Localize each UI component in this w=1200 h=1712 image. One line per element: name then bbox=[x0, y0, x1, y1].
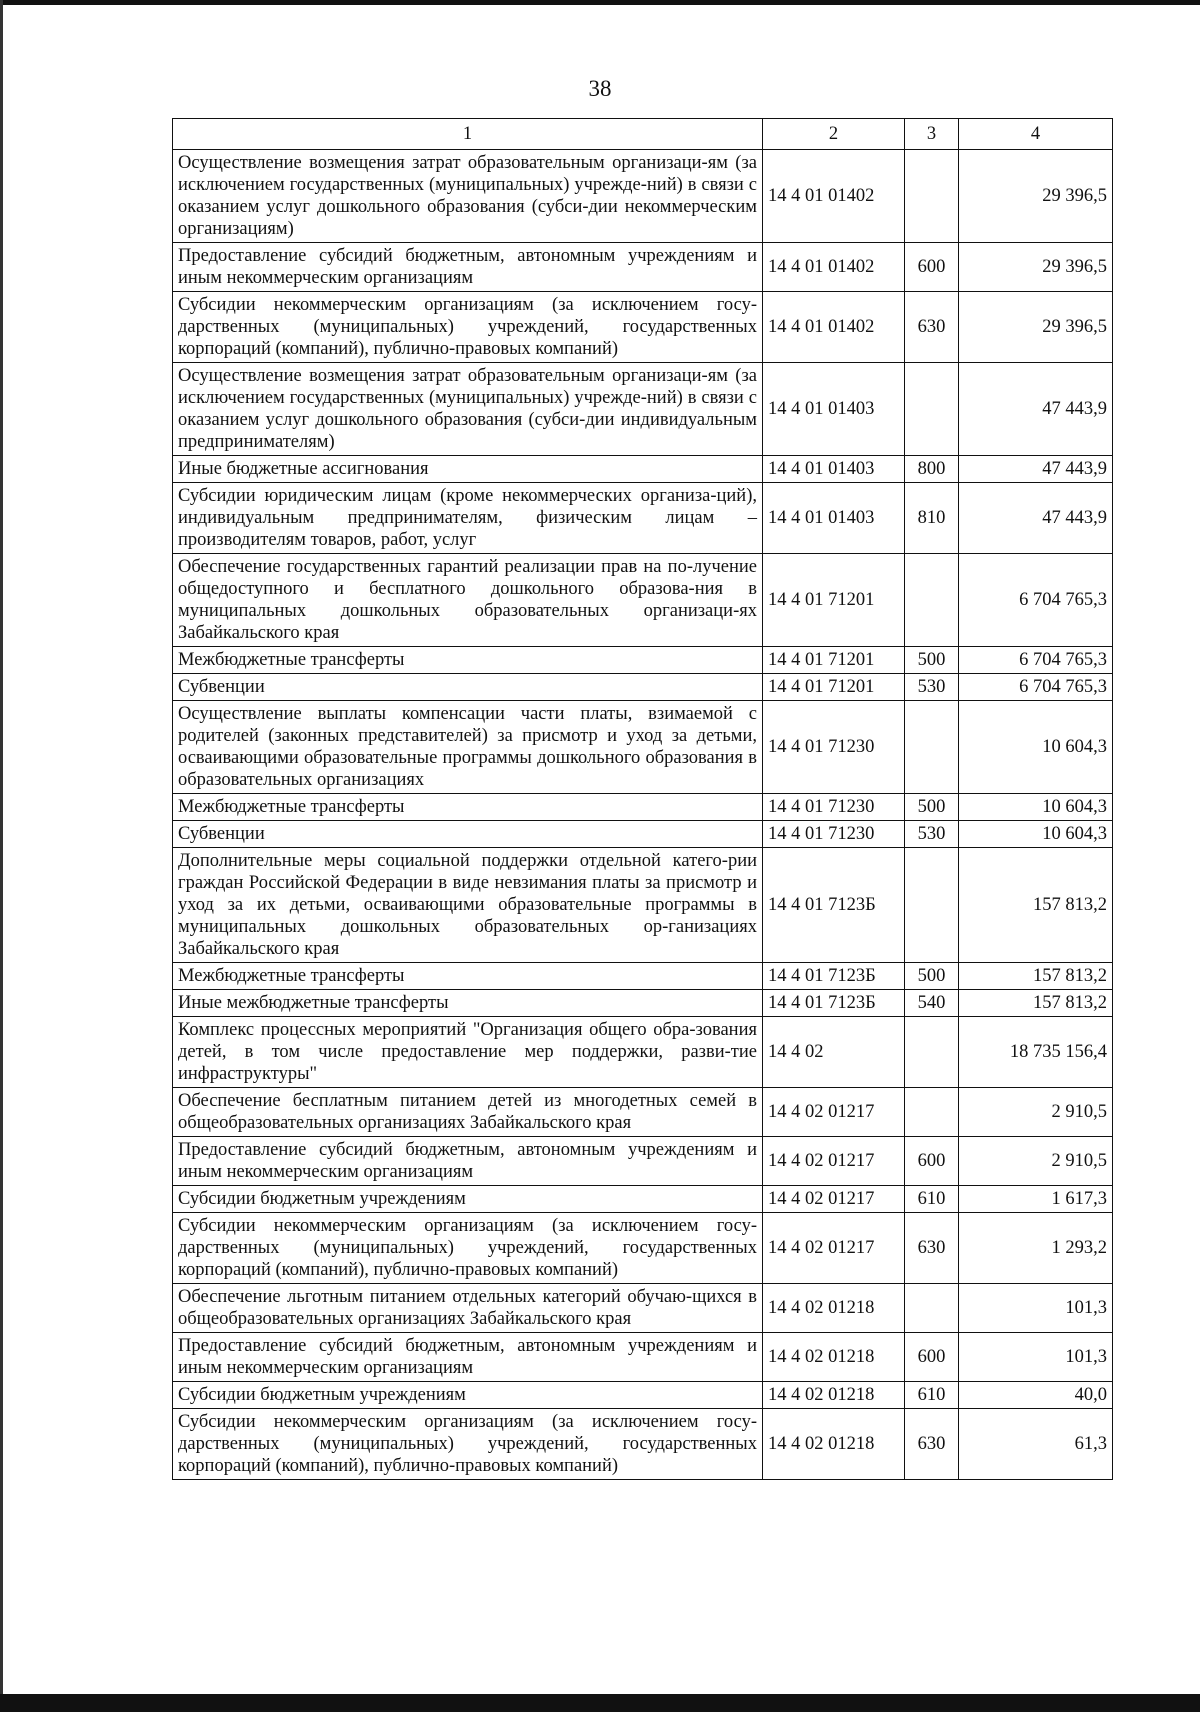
row-name-cell: Предоставление субсидий бюджетным, автономным учреждениям и иным некоммерческим организациям bbox=[173, 1333, 763, 1382]
table-row bbox=[173, 821, 1113, 848]
table-row bbox=[173, 1382, 1113, 1409]
row-code-cell: 14 4 01 71230 bbox=[763, 821, 905, 848]
budget-table bbox=[172, 118, 1113, 1480]
table-row bbox=[173, 1409, 1113, 1480]
row-type-cell bbox=[905, 1017, 959, 1088]
row-type-cell bbox=[905, 1088, 959, 1137]
row-code-cell: 14 4 02 01217 bbox=[763, 1088, 905, 1137]
header-cell-3: 3 bbox=[905, 119, 959, 150]
row-name-cell: Межбюджетные трансферты bbox=[173, 963, 763, 990]
row-type-cell bbox=[905, 848, 959, 963]
row-type-cell bbox=[905, 1284, 959, 1333]
row-type-cell: 800 bbox=[905, 456, 959, 483]
row-name-cell: Субсидии некоммерческим организациям (за исключением госу-дарственных (муниципальных) учреждений, государственных корпораций (компаний), публично-правовых компаний) bbox=[173, 1213, 763, 1284]
table-row bbox=[173, 848, 1113, 963]
table-row bbox=[173, 1017, 1113, 1088]
row-name-cell: Иные бюджетные ассигнования bbox=[173, 456, 763, 483]
row-name-cell: Субвенции bbox=[173, 674, 763, 701]
row-name-cell: Осуществление выплаты компенсации части платы, взимаемой с родителей (законных представителей) за присмотр и уход за детьми, осваивающими образовательные программы дошкольного образования в образовательных организациях bbox=[173, 701, 763, 794]
table-row bbox=[173, 150, 1113, 243]
row-name-cell: Обеспечение государственных гарантий реализации прав на по-лучение общедоступного и бесплатного дошкольного образова-ния в муниципальных дошкольных образовательных организаци-ях Забайкальского края bbox=[173, 554, 763, 647]
row-type-cell: 630 bbox=[905, 1213, 959, 1284]
row-code-cell: 14 4 01 01402 bbox=[763, 292, 905, 363]
row-sum-cell: 6 704 765,3 bbox=[959, 554, 1113, 647]
scan-border-left bbox=[0, 0, 3, 1712]
row-code-cell: 14 4 01 71201 bbox=[763, 554, 905, 647]
row-code-cell: 14 4 01 01403 bbox=[763, 363, 905, 456]
scan-border-top bbox=[0, 0, 1200, 5]
row-type-cell bbox=[905, 150, 959, 243]
header-cell-1: 1 bbox=[173, 119, 763, 150]
row-type-cell bbox=[905, 554, 959, 647]
row-sum-cell: 101,3 bbox=[959, 1284, 1113, 1333]
row-type-cell: 600 bbox=[905, 1333, 959, 1382]
row-name-cell: Обеспечение льготным питанием отдельных категорий обучаю-щихся в общеобразовательных организациях Забайкальского края bbox=[173, 1284, 763, 1333]
row-name-cell: Субсидии некоммерческим организациям (за исключением госу-дарственных (муниципальных) учреждений, государственных корпораций (компаний), публично-правовых компаний) bbox=[173, 292, 763, 363]
row-name-cell: Комплекс процессных мероприятий "Организация общего обра-зования детей, в том числе предоставление мер поддержки, разви-тие инфраструктуры" bbox=[173, 1017, 763, 1088]
row-type-cell: 500 bbox=[905, 647, 959, 674]
row-name-cell: Межбюджетные трансферты bbox=[173, 794, 763, 821]
row-type-cell: 610 bbox=[905, 1186, 959, 1213]
table-row bbox=[173, 674, 1113, 701]
row-code-cell: 14 4 02 01217 bbox=[763, 1137, 905, 1186]
row-sum-cell: 6 704 765,3 bbox=[959, 647, 1113, 674]
row-sum-cell: 47 443,9 bbox=[959, 363, 1113, 456]
table-row bbox=[173, 963, 1113, 990]
row-name-cell: Межбюджетные трансферты bbox=[173, 647, 763, 674]
row-type-cell: 600 bbox=[905, 1137, 959, 1186]
row-code-cell: 14 4 01 71201 bbox=[763, 674, 905, 701]
row-name-cell: Обеспечение бесплатным питанием детей из многодетных семей в общеобразовательных организациях Забайкальского края bbox=[173, 1088, 763, 1137]
row-code-cell: 14 4 02 01218 bbox=[763, 1333, 905, 1382]
row-name-cell: Субсидии бюджетным учреждениям bbox=[173, 1186, 763, 1213]
row-sum-cell: 101,3 bbox=[959, 1333, 1113, 1382]
table-row bbox=[173, 1186, 1113, 1213]
table-row bbox=[173, 363, 1113, 456]
row-sum-cell: 2 910,5 bbox=[959, 1137, 1113, 1186]
row-sum-cell: 1 293,2 bbox=[959, 1213, 1113, 1284]
row-code-cell: 14 4 01 7123Б bbox=[763, 963, 905, 990]
table-row bbox=[173, 794, 1113, 821]
row-type-cell: 500 bbox=[905, 794, 959, 821]
row-type-cell: 630 bbox=[905, 1409, 959, 1480]
row-name-cell: Субвенции bbox=[173, 821, 763, 848]
row-type-cell: 610 bbox=[905, 1382, 959, 1409]
row-name-cell: Осуществление возмещения затрат образовательным организаци-ям (за исключением государственных (муниципальных) учрежде-ний) в связи с оказанием услуг дошкольного образования (субси-дии индивидуальным предпринимателям) bbox=[173, 363, 763, 456]
row-code-cell: 14 4 02 01217 bbox=[763, 1213, 905, 1284]
row-code-cell: 14 4 01 71230 bbox=[763, 701, 905, 794]
table-row bbox=[173, 1137, 1113, 1186]
row-code-cell: 14 4 02 01217 bbox=[763, 1186, 905, 1213]
row-code-cell: 14 4 01 7123Б bbox=[763, 848, 905, 963]
row-code-cell: 14 4 02 bbox=[763, 1017, 905, 1088]
row-type-cell: 600 bbox=[905, 243, 959, 292]
table-row bbox=[173, 1284, 1113, 1333]
row-sum-cell: 40,0 bbox=[959, 1382, 1113, 1409]
row-sum-cell: 29 396,5 bbox=[959, 243, 1113, 292]
row-sum-cell: 29 396,5 bbox=[959, 292, 1113, 363]
row-sum-cell: 157 813,2 bbox=[959, 990, 1113, 1017]
row-sum-cell: 10 604,3 bbox=[959, 821, 1113, 848]
row-code-cell: 14 4 01 01403 bbox=[763, 456, 905, 483]
row-sum-cell: 61,3 bbox=[959, 1409, 1113, 1480]
table-row bbox=[173, 243, 1113, 292]
row-name-cell: Предоставление субсидий бюджетным, автономным учреждениям и иным некоммерческим организациям bbox=[173, 1137, 763, 1186]
row-sum-cell: 10 604,3 bbox=[959, 701, 1113, 794]
row-code-cell: 14 4 01 01403 bbox=[763, 483, 905, 554]
row-name-cell: Иные межбюджетные трансферты bbox=[173, 990, 763, 1017]
table-row bbox=[173, 292, 1113, 363]
row-code-cell: 14 4 01 71230 bbox=[763, 794, 905, 821]
table-row bbox=[173, 456, 1113, 483]
row-type-cell bbox=[905, 363, 959, 456]
row-code-cell: 14 4 01 7123Б bbox=[763, 990, 905, 1017]
table-header-row bbox=[173, 119, 1113, 150]
row-name-cell: Субсидии бюджетным учреждениям bbox=[173, 1382, 763, 1409]
row-sum-cell: 29 396,5 bbox=[959, 150, 1113, 243]
row-type-cell: 500 bbox=[905, 963, 959, 990]
row-sum-cell: 157 813,2 bbox=[959, 848, 1113, 963]
row-code-cell: 14 4 02 01218 bbox=[763, 1409, 905, 1480]
row-type-cell: 530 bbox=[905, 674, 959, 701]
table-row bbox=[173, 990, 1113, 1017]
row-name-cell: Дополнительные меры социальной поддержки отдельной катего-рии граждан Российской Федерации в виде невзимания платы за присмотр и уход за их детьми, осваивающими образовательные программы в муниципальных дошкольных образовательных ор-ганизациях Забайкальского края bbox=[173, 848, 763, 963]
row-code-cell: 14 4 02 01218 bbox=[763, 1382, 905, 1409]
row-code-cell: 14 4 01 01402 bbox=[763, 243, 905, 292]
table-row bbox=[173, 1213, 1113, 1284]
header-cell-2: 2 bbox=[763, 119, 905, 150]
row-code-cell: 14 4 02 01218 bbox=[763, 1284, 905, 1333]
row-type-cell bbox=[905, 701, 959, 794]
row-sum-cell: 1 617,3 bbox=[959, 1186, 1113, 1213]
row-sum-cell: 47 443,9 bbox=[959, 483, 1113, 554]
row-sum-cell: 157 813,2 bbox=[959, 963, 1113, 990]
row-sum-cell: 10 604,3 bbox=[959, 794, 1113, 821]
table-row bbox=[173, 554, 1113, 647]
row-name-cell: Субсидии юридическим лицам (кроме некоммерческих организа-ций), индивидуальным предпринимателям, физическим лицам – производителям товаров, работ, услуг bbox=[173, 483, 763, 554]
table-row bbox=[173, 1333, 1113, 1382]
header-cell-4: 4 bbox=[959, 119, 1113, 150]
row-name-cell: Предоставление субсидий бюджетным, автономным учреждениям и иным некоммерческим организациям bbox=[173, 243, 763, 292]
row-sum-cell: 18 735 156,4 bbox=[959, 1017, 1113, 1088]
table-row bbox=[173, 483, 1113, 554]
row-code-cell: 14 4 01 71201 bbox=[763, 647, 905, 674]
table-row bbox=[173, 1088, 1113, 1137]
row-type-cell: 530 bbox=[905, 821, 959, 848]
row-sum-cell: 6 704 765,3 bbox=[959, 674, 1113, 701]
page-number: 38 bbox=[588, 76, 612, 101]
scan-border-bottom bbox=[0, 1694, 1200, 1712]
row-sum-cell: 47 443,9 bbox=[959, 456, 1113, 483]
row-sum-cell: 2 910,5 bbox=[959, 1088, 1113, 1137]
row-type-cell: 630 bbox=[905, 292, 959, 363]
table-row bbox=[173, 701, 1113, 794]
row-code-cell: 14 4 01 01402 bbox=[763, 150, 905, 243]
row-name-cell: Субсидии некоммерческим организациям (за исключением госу-дарственных (муниципальных) учреждений, государственных корпораций (компаний), публично-правовых компаний) bbox=[173, 1409, 763, 1480]
row-type-cell: 540 bbox=[905, 990, 959, 1017]
row-type-cell: 810 bbox=[905, 483, 959, 554]
row-name-cell: Осуществление возмещения затрат образовательным организаци-ям (за исключением государственных (муниципальных) учрежде-ний) в связи с оказанием услуг дошкольного образования (субси-дии некоммерческим организациям) bbox=[173, 150, 763, 243]
table-row bbox=[173, 647, 1113, 674]
